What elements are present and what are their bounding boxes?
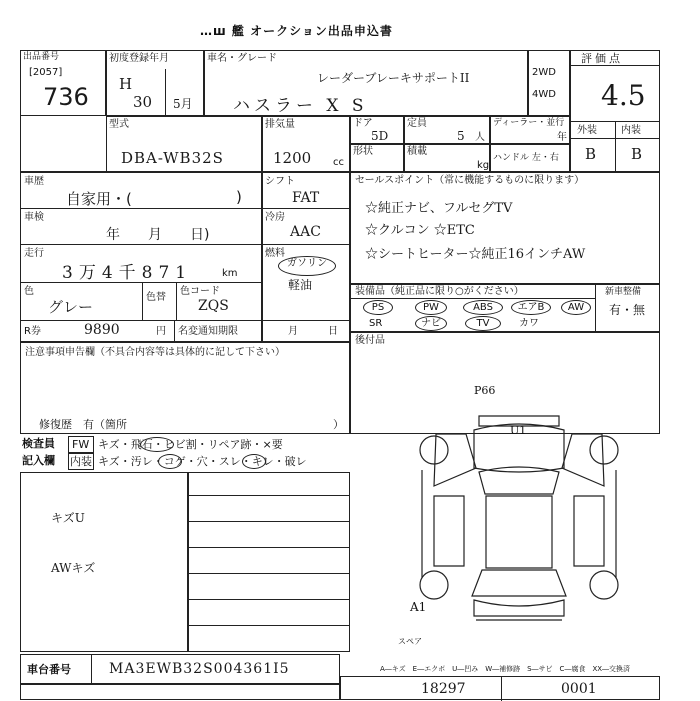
mileage-unit: km — [222, 268, 238, 279]
inspection-label: 車検 — [24, 212, 44, 223]
color-code: ZQS — [198, 298, 229, 314]
transfer-month: 月 — [288, 326, 298, 337]
repair-label: 修復歴 有（箇所 — [39, 418, 127, 431]
dealer-label: ディーラー・並行 — [493, 118, 565, 128]
interior-text: キズ・汚レ・コゲ・穴・スレ・キレ・破レ — [98, 455, 307, 468]
bottom-boxes — [340, 676, 660, 700]
dealer-box — [490, 116, 570, 144]
exterior-label: 外装 — [577, 125, 597, 136]
model-box — [204, 50, 528, 116]
equip-pw: PW — [415, 300, 447, 315]
registration-month: 5月 — [173, 97, 193, 111]
mileage-value: 3万4千871 — [62, 263, 193, 283]
capacity-label: 定員 — [407, 118, 427, 129]
fuel-diesel: 軽油 — [288, 278, 313, 292]
sales-line3: ☆シートヒーター☆純正16インチAW — [365, 247, 586, 262]
dealer-year: 年 — [557, 132, 567, 143]
registration-era: H — [119, 75, 133, 93]
load-label: 積載 — [407, 146, 427, 157]
color-tone-label: 色替 — [146, 292, 166, 303]
doors-box — [350, 116, 404, 144]
mark-p66: P66 — [474, 384, 496, 397]
color-label: 色 — [24, 286, 34, 297]
drive-4wd: 4WD — [532, 89, 556, 100]
notes-lined-box — [188, 472, 350, 652]
handle-label: ハンドル 左・右 — [493, 153, 559, 163]
shape-label: 形状 — [353, 146, 373, 157]
equipment-label: 装備品（純正品に限り○がください） — [355, 286, 524, 297]
fuel-gasoline: ガソリン — [278, 256, 336, 276]
fuel-label: 燃料 — [265, 248, 285, 259]
load-unit: kg — [477, 160, 490, 171]
capacity-value: 5 — [457, 129, 465, 143]
fw-tag: FW — [72, 438, 90, 451]
sheet-title: …ш 艦 オークション出品申込書 — [200, 24, 393, 38]
repair-close: ） — [333, 418, 344, 431]
sales-line1: ☆純正ナビ、フルセグTV — [365, 201, 513, 216]
displacement-unit: cc — [333, 157, 344, 168]
color-code-label: 色コード — [180, 286, 220, 297]
displacement-value: 1200 — [273, 149, 312, 167]
drive-box — [528, 50, 570, 116]
exterior-grade: B — [585, 145, 597, 163]
damage-legend: A―キズ E―エクボ U―凹み W―補修跡 S―サビ C―腐食 XX―交換済 — [380, 665, 631, 673]
interior-tag: 内装 — [70, 455, 92, 468]
registration-box — [106, 50, 204, 116]
shift-label: シフト — [265, 176, 295, 187]
note-aw-scratch: AWキズ — [51, 561, 96, 575]
registration-year: 30 — [133, 93, 153, 111]
recycle-label: R券 — [24, 326, 41, 337]
bottom-value-1: 18297 — [421, 681, 466, 697]
registration-label: 初度登録年月 — [109, 53, 169, 64]
usage-close: ) — [236, 188, 242, 206]
transfer-day: 日 — [328, 326, 338, 337]
aftermarket-label: 後付品 — [355, 335, 385, 346]
mileage-title: 走行 — [24, 248, 44, 259]
score-box — [570, 50, 660, 172]
equip-tv: TV — [465, 316, 501, 331]
lot-code: [2057] — [29, 67, 63, 78]
lot-box — [20, 50, 106, 116]
shape-box — [350, 144, 404, 172]
doors-value: 5D — [371, 129, 389, 143]
displacement-box — [262, 116, 350, 172]
ac-label: 冷房 — [265, 212, 285, 223]
lot-number: 736 — [43, 83, 89, 111]
interior-label: 内装 — [621, 125, 641, 136]
score-label: 評価点 — [581, 52, 623, 65]
recycle-unit: 円 — [156, 326, 166, 337]
model-name: ハスラー X S — [233, 96, 368, 116]
mark-u1-hood: U1 — [510, 424, 527, 437]
mark-a1-left-front: A1 — [410, 600, 427, 614]
capacity-box — [404, 116, 490, 144]
equip-sr: SR — [369, 318, 383, 329]
note-scratch-u: キズU — [51, 511, 85, 525]
displacement-label: 排気量 — [265, 119, 295, 130]
header-bar — [200, 22, 520, 40]
type-label: 型式 — [109, 119, 129, 130]
chassis-value: MA3EWB32S004361I5 — [109, 661, 290, 677]
sales-label: セールスポイント（常に機能するものに限ります） — [355, 175, 585, 186]
equip-aw: AW — [561, 300, 591, 315]
equip-ps: PS — [363, 300, 393, 315]
inspector-row — [20, 436, 350, 470]
doors-label: ドア — [353, 118, 373, 129]
equipment-new-value: 有・無 — [609, 303, 646, 317]
equip-airbag: エアB — [511, 300, 551, 315]
notes-box — [20, 342, 350, 434]
model-grade: レーダーブレーキサポートII — [317, 71, 470, 85]
sales-box — [350, 172, 660, 284]
inspector-label1: 検査員 — [22, 437, 55, 450]
type-value: DBA-WB32S — [121, 149, 224, 167]
bottom-value-2: 0001 — [561, 681, 597, 697]
mark-spare: スペア — [398, 637, 422, 646]
equipment-box — [350, 284, 660, 332]
inspection-value: 年 月 日) — [106, 227, 210, 243]
usage-value: 自家用・( — [66, 190, 132, 208]
interior-grade: B — [631, 145, 643, 163]
damage-notes-box — [20, 472, 188, 652]
equip-leather: カワ — [519, 318, 539, 329]
inspector-label2: 記入欄 — [22, 454, 55, 467]
chassis-box — [20, 654, 340, 684]
model-label: 車名・グレード — [207, 53, 277, 64]
color-value: グレー — [48, 298, 94, 316]
notes-label: 注意事項申告欄（不具合内容等は具体的に記して下さい） — [25, 347, 285, 358]
score-value: 4.5 — [601, 79, 646, 112]
equipment-new-label: 新車整備 — [605, 287, 642, 297]
type-box — [106, 116, 262, 172]
handle-box — [490, 144, 570, 172]
shift-value: FAT — [292, 190, 320, 206]
load-box — [404, 144, 490, 172]
lot-label: 出品番号 — [23, 52, 60, 62]
chassis-label: 車台番号 — [27, 663, 71, 676]
equip-navi: ナビ — [415, 316, 447, 331]
usage-label: 車歴 — [24, 176, 44, 187]
fw-text: キズ・飛石・ヒビ割・リペア跡・×要 — [98, 438, 283, 451]
transfer-label: 名変通知期限 — [178, 326, 238, 337]
recycle-value: 9890 — [84, 322, 120, 338]
capacity-unit: 人 — [475, 132, 485, 143]
sales-line2: ☆クルコン ☆ETC — [365, 223, 475, 238]
equip-abs: ABS — [463, 300, 503, 315]
drive-2wd: 2WD — [532, 67, 556, 78]
ac-value: AAC — [290, 224, 321, 240]
bottom-left-box — [20, 684, 340, 700]
